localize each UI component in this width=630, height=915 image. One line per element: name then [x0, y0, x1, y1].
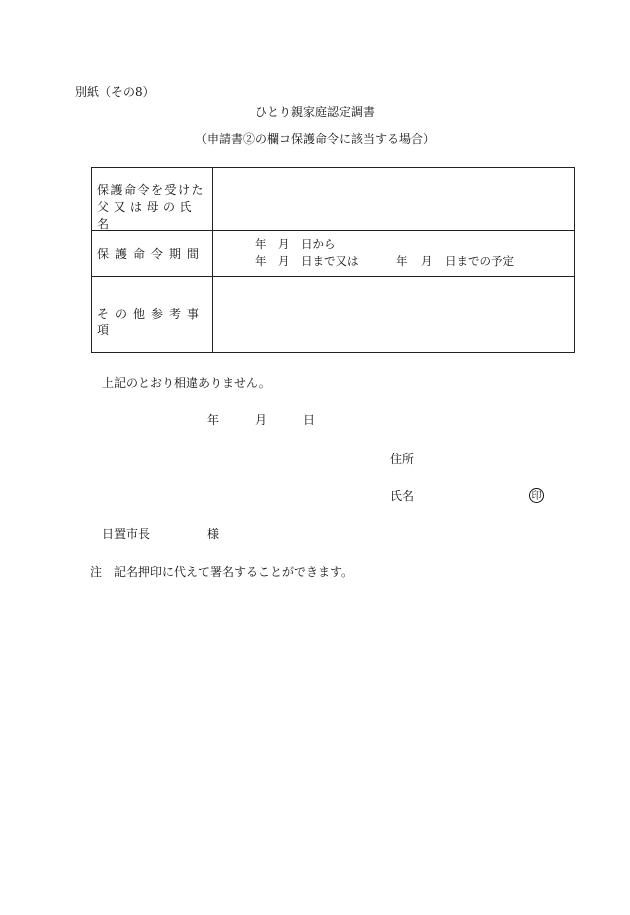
recipient-honorific: 様: [207, 527, 220, 541]
period-until-month: 月: [278, 254, 290, 268]
parent-name-label-line2: 父又は母の氏名: [97, 200, 197, 231]
period-from-year: 年: [255, 237, 267, 251]
period-scheduled-day: 日までの予定: [445, 254, 514, 268]
attachment-label: 別紙（その8）: [75, 85, 155, 99]
table-row-parent-name: [92, 168, 574, 231]
period-scheduled-month: 月: [421, 254, 433, 268]
protection-period-label: 保護命令期間: [97, 247, 206, 261]
seal-mark-icon: 印: [529, 488, 544, 503]
recipient-name: 日置市長: [102, 527, 151, 541]
parent-name-label-line1: 保護命令を受けた: [97, 183, 206, 197]
address-label: 住所: [390, 452, 415, 466]
parent-name-label: [97, 182, 209, 233]
note-text: 注 記名押印に代えて署名することができます。: [90, 565, 354, 579]
table-row-protection-period: [92, 230, 574, 277]
other-notes-label: その他参考事項: [97, 307, 206, 337]
declaration-text: 上記のとおり相違ありません。: [102, 376, 271, 390]
form-table: [91, 167, 575, 353]
date-year: 年: [207, 413, 220, 427]
period-from-month: 月: [278, 237, 290, 251]
document-subtitle: （申請書②の欄コ保護命令に該当する場合）: [194, 132, 435, 146]
date-day: 日: [303, 413, 316, 427]
table-row-other-notes: [92, 276, 574, 352]
period-until-year: 年: [255, 254, 267, 268]
column-divider: [212, 230, 213, 276]
name-label: 氏名: [390, 489, 415, 503]
period-scheduled-year: 年: [396, 254, 408, 268]
period-from-day: 日から: [301, 237, 336, 251]
column-divider: [212, 168, 213, 230]
period-until-day: 日まで又は: [301, 254, 359, 268]
column-divider: [212, 276, 213, 352]
document-title: ひとり親家庭認定調書: [254, 105, 375, 119]
date-month: 月: [255, 413, 268, 427]
